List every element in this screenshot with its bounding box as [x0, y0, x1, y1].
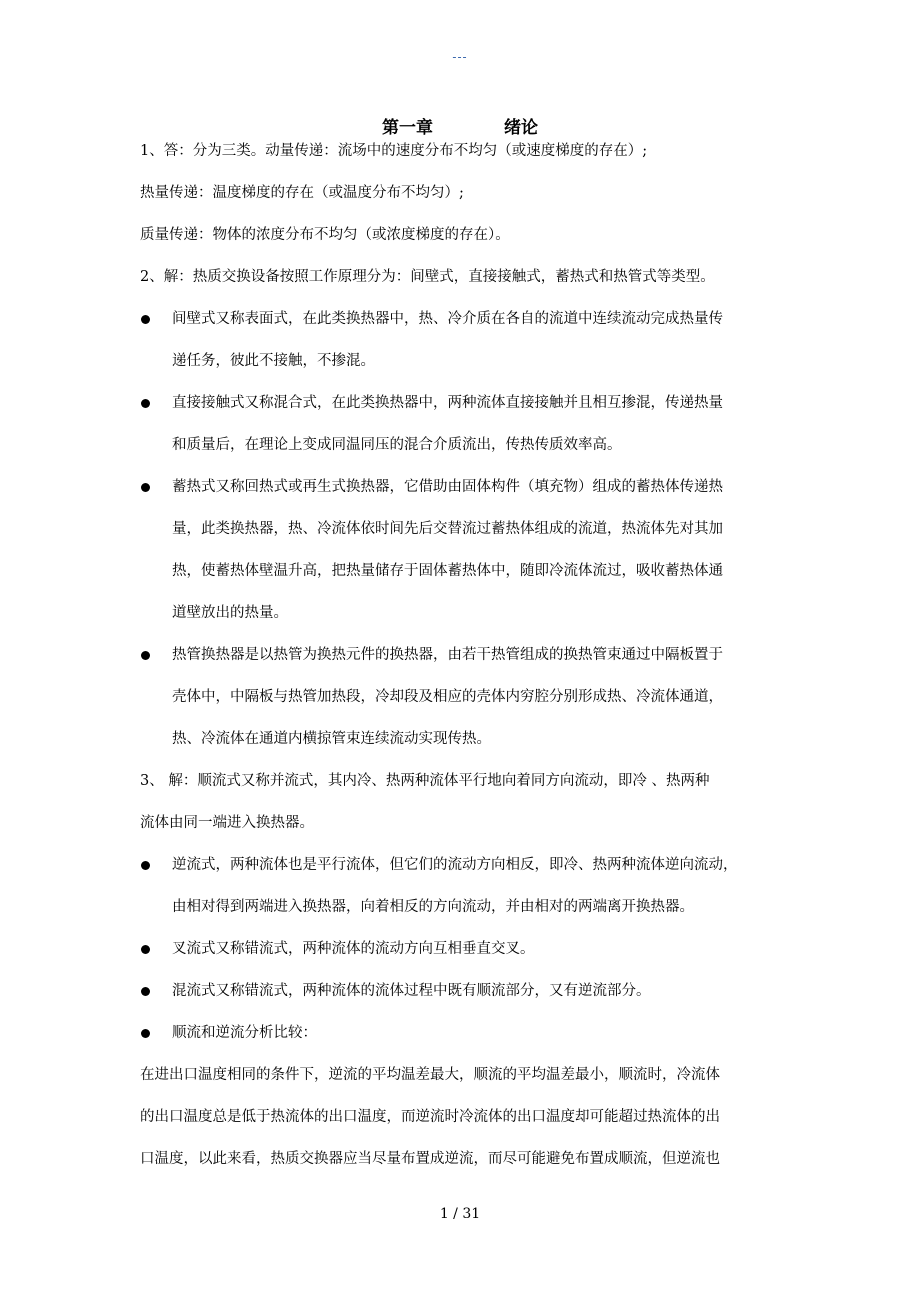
paragraph-line: [140, 886, 780, 928]
line-text: 混流式又称错流式，两种流体的流体过程中既有顺流部分，又有逆流部分。: [172, 983, 651, 999]
line-text: 热、冷流体在通道内横掠管束连续流动实现传热。: [172, 731, 491, 747]
bullet-dot-icon: [141, 1029, 150, 1038]
paragraph-line: [140, 550, 780, 592]
bullet-dot-icon: [141, 861, 150, 870]
line-text: 在进出口温度相同的条件下，逆流的平均温差最大，顺流的平均温差最小，顺流时，冷流体: [140, 1067, 720, 1083]
bullet-paragraph-line: [140, 382, 780, 424]
paragraph-line: [140, 802, 780, 844]
paragraph-line: [140, 256, 780, 298]
line-text: 道壁放出的热量。: [172, 605, 288, 621]
line-text: 口温度，以此来看，热质交换器应当尽量布置成逆流，而尽可能避免布置成顺流，但逆流也: [140, 1151, 720, 1167]
chapter-title: 第一章 绪论: [381, 118, 539, 138]
line-text: 和质量后，在理论上变成同温同压的混合介质流出，传热传质效率高。: [172, 437, 622, 453]
bullet-paragraph-line: [140, 844, 780, 886]
paragraph-line: [140, 214, 780, 256]
line-text: 递任务，彼此不接触，不掺混。: [172, 353, 375, 369]
line-text: 流体由同一端进入换热器。: [140, 815, 314, 831]
line-text: 壳体中，中隔板与热管加热段，冷却段及相应的壳体内穷腔分别形成热、冷流体通道，: [172, 689, 723, 705]
bullet-dot-icon: [141, 651, 150, 660]
line-text: 顺流和逆流分析比较：: [172, 1025, 317, 1041]
line-text: 热，使蓄热体壁温升高，把热量储存于固体蓄热体中，随即冷流体流过，吸收蓄热体通: [172, 563, 723, 579]
line-text: 间壁式又称表面式，在此类换热器中，热、冷介质在各自的流道中连续流动完成热量传: [172, 311, 723, 327]
paragraph-line: [140, 676, 780, 718]
paragraph-line: [140, 130, 780, 172]
line-text: 1、答：分为三类。动量传递：流场中的速度分布不均匀（或速度梯度的存在）;: [140, 143, 648, 159]
line-text: 质量传递：物体的浓度分布不均匀（或浓度梯度的存在）。: [140, 227, 510, 243]
line-text: 的出口温度总是低于热流体的出口温度，而逆流时冷流体的出口温度却可能超过热流体的出: [140, 1109, 720, 1125]
paragraph-line: [140, 1138, 780, 1180]
paragraph-line: [140, 340, 780, 382]
bullet-dot-icon: [141, 987, 150, 996]
line-text: 叉流式又称错流式，两种流体的流动方向互相垂直交叉。: [172, 941, 535, 957]
line-text: 逆流式，两种流体也是平行流体，但它们的流动方向相反，即冷、热两种流体逆向流动，: [172, 857, 738, 873]
line-text: 热管换热器是以热管为换热元件的换热器，由若干热管组成的换热管束通过中隔板置于: [172, 647, 723, 663]
bullet-paragraph-line: [140, 634, 780, 676]
bullet-paragraph-line: [140, 1012, 780, 1054]
paragraph-line: [140, 172, 780, 214]
paragraph-line: [140, 718, 780, 760]
header-mark: ---: [452, 50, 468, 64]
bullet-dot-icon: [141, 399, 150, 408]
line-text: 由相对得到两端进入换热器，向着相反的方向流动，并由相对的两端离开换热器。: [172, 899, 694, 915]
line-text: 量，此类换热器，热、冷流体依时间先后交替流过蓄热体组成的流道，热流体先对其加: [172, 521, 723, 537]
line-text: 2、解：热质交换设备按照工作原理分为：间壁式，直接接触式，蓄热式和热管式等类型。: [140, 269, 715, 285]
line-text: 蓄热式又称回热式或再生式换热器，它借助由固体构件（填充物）组成的蓄热体传递热: [172, 479, 723, 495]
document-body: [140, 130, 780, 1180]
line-text: 直接接触式又称混合式，在此类换热器中，两种流体直接接触并且相互掺混，传递热量: [172, 395, 723, 411]
bullet-paragraph-line: [140, 928, 780, 970]
paragraph-line: [140, 1054, 780, 1096]
bullet-dot-icon: [141, 315, 150, 324]
page-number: 1 / 31: [439, 1206, 481, 1222]
paragraph-line: [140, 1096, 780, 1138]
paragraph-line: [140, 592, 780, 634]
paragraph-line: [140, 760, 780, 802]
bullet-paragraph-line: [140, 970, 780, 1012]
line-text: 热量传递：温度梯度的存在（或温度分布不均匀）;: [140, 185, 464, 201]
line-text: 3、 解：顺流式又称并流式，其内冷、热两种流体平行地向着同方向流动，即冷 、热两种: [140, 773, 710, 789]
paragraph-line: [140, 508, 780, 550]
bullet-dot-icon: [141, 945, 150, 954]
paragraph-line: [140, 424, 780, 466]
bullet-dot-icon: [141, 483, 150, 492]
bullet-paragraph-line: [140, 466, 780, 508]
bullet-paragraph-line: [140, 298, 780, 340]
